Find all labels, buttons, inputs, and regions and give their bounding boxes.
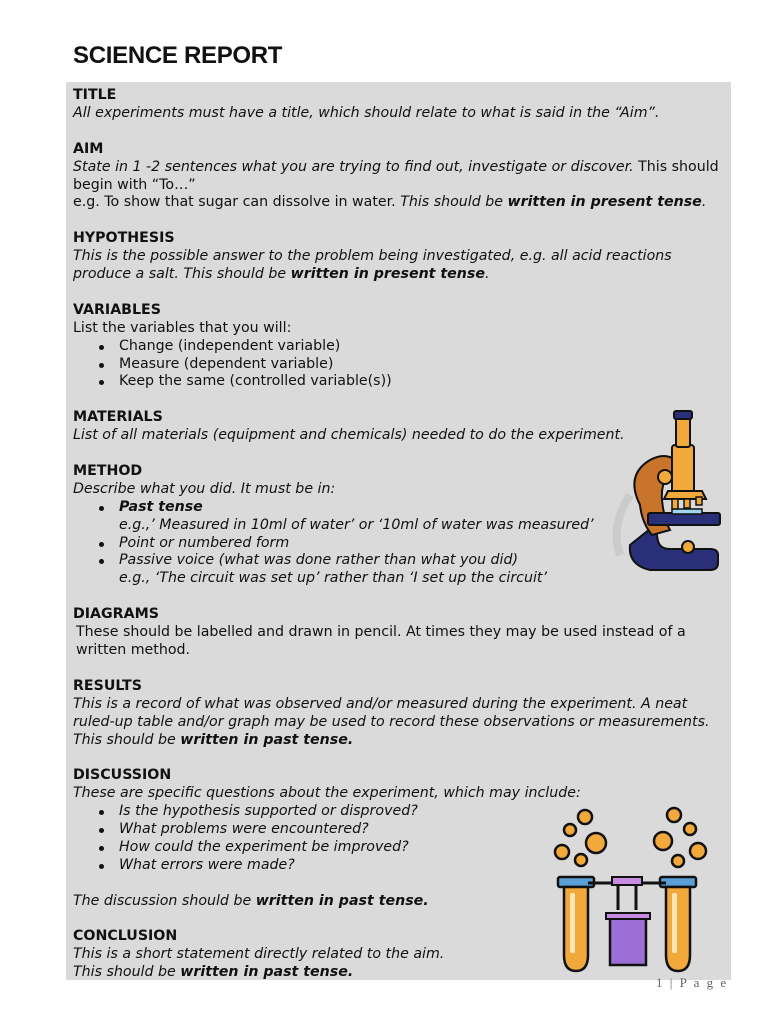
heading-variables: VARIABLES <box>73 301 161 318</box>
aim-example: e.g. To show that sugar can dissolve in water. <box>73 194 401 211</box>
list-item: Point or numbered form <box>119 535 723 553</box>
heading-title: TITLE <box>73 87 117 103</box>
hypothesis-body <box>73 248 723 284</box>
aim-tense-end: . <box>701 194 707 211</box>
variables-intro: List the variables that you will: <box>73 319 292 336</box>
section-results <box>73 678 723 750</box>
heading-conclusion: CONCLUSION <box>73 928 178 945</box>
variables-list <box>73 338 723 392</box>
heading-results: RESULTS <box>73 677 142 694</box>
section-aim <box>73 141 723 213</box>
materials-body: List of all materials (equipment and chemicals) needed to do the experiment. <box>73 427 625 444</box>
hypothesis-end: . <box>484 266 490 283</box>
method-item-3-example: e.g., ‘The circuit was set up’ rather than ‘I set up the circuit’ <box>119 570 547 587</box>
aim-line-1-rest: This should begin with “To…” <box>73 158 719 193</box>
section-variables <box>73 302 723 392</box>
heading-materials: MATERIALS <box>73 409 163 426</box>
list-item: How could the experiment be improved? <box>119 839 723 857</box>
method-item-1: Past tense <box>119 498 203 515</box>
list-item: Keep the same (controlled variable(s)) <box>119 373 723 391</box>
list-item: What problems were encountered? <box>119 821 723 839</box>
title-body: All experiments must have a title, which should relate to what is said in the “Aim”. <box>73 104 660 121</box>
list-item: What errors were made? <box>119 857 723 875</box>
page-number: 1 | P a g e <box>656 975 729 990</box>
conclusion-line-2-italic: This should be <box>73 964 181 981</box>
aim-line-1-italic: State in 1 -2 sentences what you are trying to find out, investigate or discover. <box>73 158 634 175</box>
discussion-tense-bold: written in past tense. <box>255 892 429 909</box>
list-item: Measure (dependent variable) <box>119 356 723 374</box>
hypothesis-body-italic: This is the possible answer to the problem being investigated, e.g. all acid reactions produce a salt. This should be <box>73 248 672 283</box>
hypothesis-tense-bold: written in present tense <box>290 266 485 283</box>
aim-line-2 <box>73 194 723 212</box>
aim-line-1 <box>73 159 723 195</box>
page-title: SCIENCE REPORT <box>73 42 283 69</box>
diagrams-body: These should be labelled and drawn in pencil. At times they may be used instead of a written method. <box>76 624 686 658</box>
heading-discussion: DISCUSSION <box>73 767 172 784</box>
test-tubes-icon <box>548 805 718 980</box>
conclusion-tense-bold: written in past tense. <box>180 964 354 981</box>
method-item-1-example: e.g.,’ Measured in 10ml of water’ or ‘10ml of water was measured’ <box>119 516 594 533</box>
heading-hypothesis: HYPOTHESIS <box>73 230 175 247</box>
results-body-italic: This is a record of what was observed and/or measured during the experiment. A neat ruled-up table and/or graph may be used to record these observations or measurements. This should be <box>73 695 710 748</box>
method-item-3: Passive voice (what was done rather than what you did) <box>119 552 519 569</box>
section-hypothesis <box>73 230 723 284</box>
section-diagrams <box>73 606 723 660</box>
aim-tense-bold: written in present tense <box>507 194 702 211</box>
heading-method: METHOD <box>73 462 143 479</box>
discussion-intro: These are specific questions about the experiment, which may include: <box>73 785 581 802</box>
section-title <box>73 87 723 123</box>
microscope-icon <box>610 405 735 585</box>
list-item: Is the hypothesis supported or disproved? <box>119 803 723 821</box>
heading-diagrams: DIAGRAMS <box>73 606 159 623</box>
method-intro: Describe what you did. It must be in: <box>73 480 336 497</box>
aim-tense-lead: This should be <box>400 194 508 211</box>
list-item: Change (independent variable) <box>119 338 723 356</box>
discussion-closing-italic: The discussion should be <box>73 892 256 909</box>
results-body <box>73 696 723 750</box>
conclusion-line-1: This is a short statement directly related to the aim. <box>73 946 445 963</box>
heading-aim: AIM <box>73 140 104 157</box>
results-tense-bold: written in past tense. <box>180 731 354 748</box>
